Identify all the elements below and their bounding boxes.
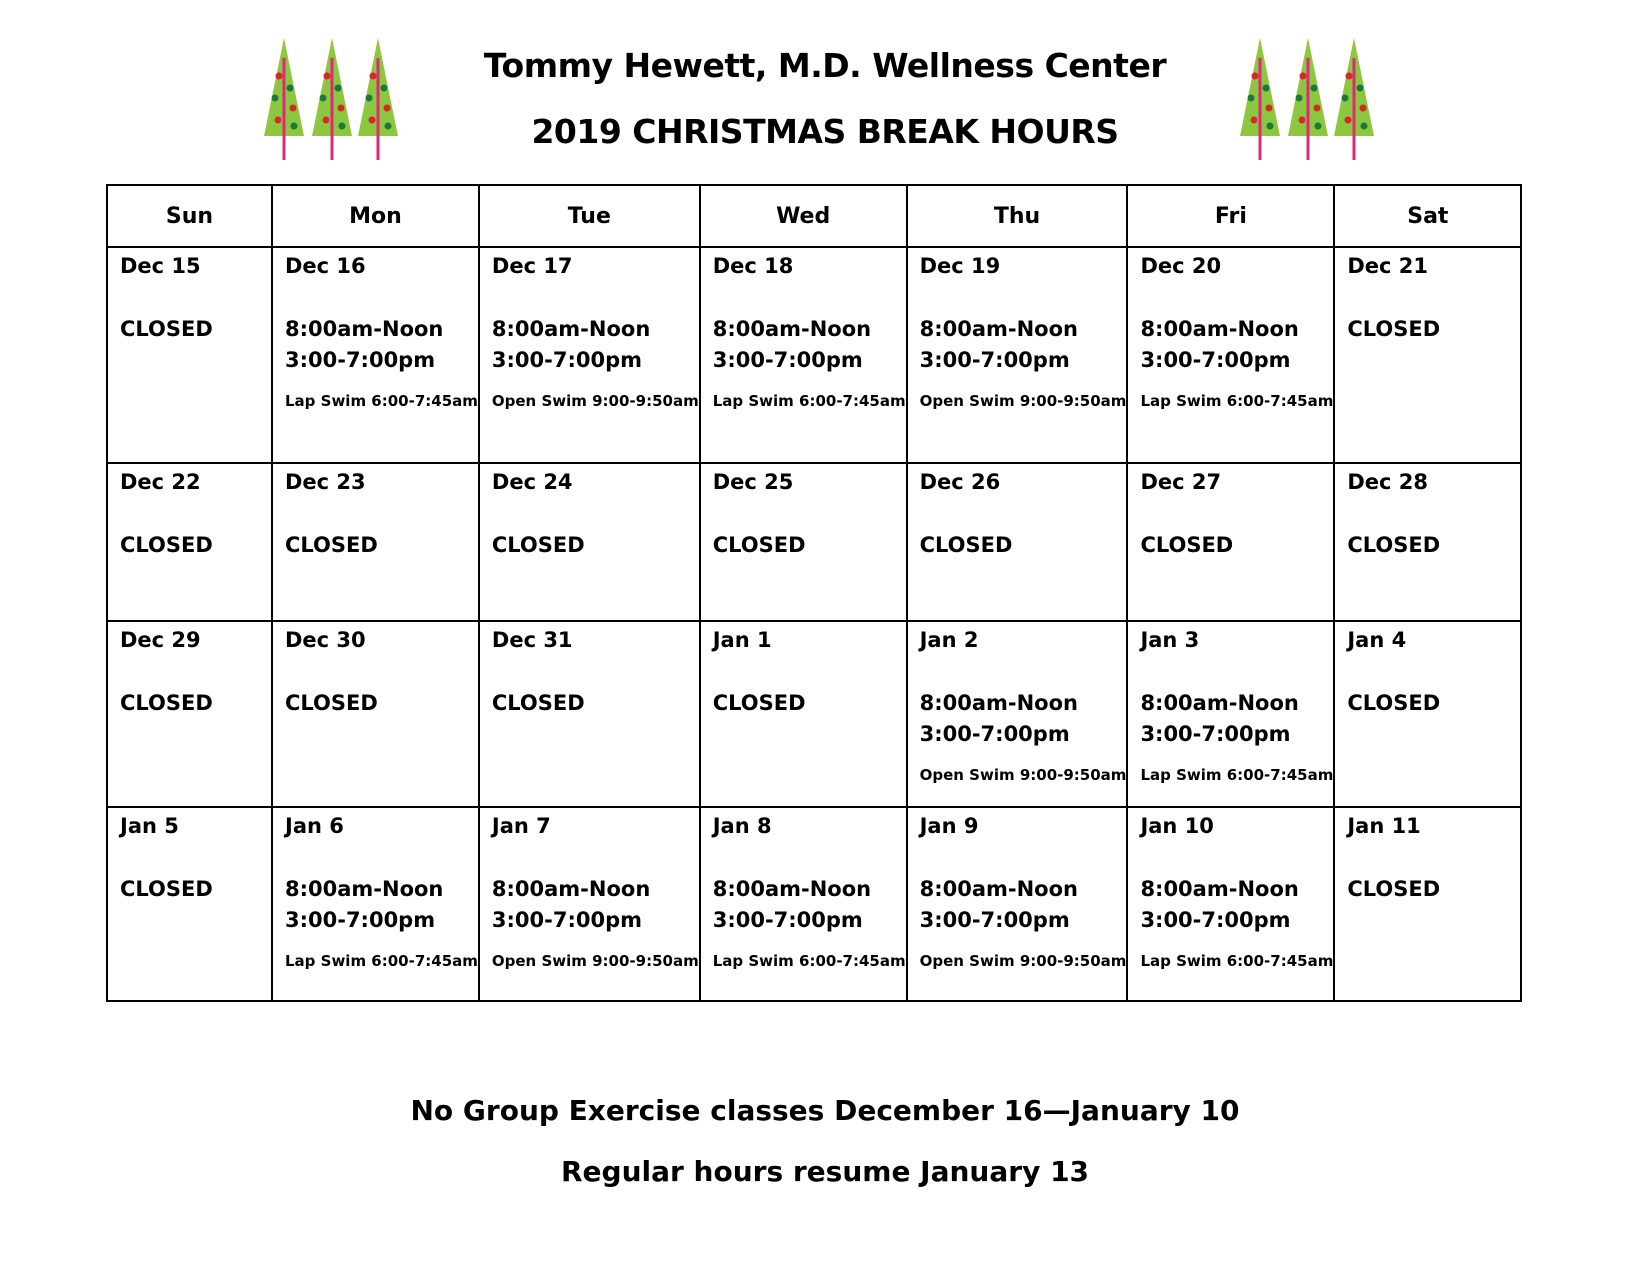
hours-line: 3:00-7:00pm <box>919 348 1070 372</box>
day-date: Dec 22 <box>120 470 201 494</box>
day-date: Dec 31 <box>491 628 573 652</box>
weekday-header: Wed <box>700 185 907 247</box>
hours-line: CLOSED <box>285 533 378 557</box>
hours-line: 8:00am-Noon <box>285 877 444 901</box>
calendar-week-row <box>107 621 1521 807</box>
swim-hours: Open Swim 9:00-9:50am <box>491 952 699 970</box>
calendar-day-cell <box>1127 463 1334 621</box>
hours-line: 8:00am-Noon <box>919 691 1078 715</box>
day-date: Dec 21 <box>1347 254 1428 278</box>
day-date: Dec 17 <box>491 254 573 278</box>
day-date: Jan 5 <box>120 814 179 838</box>
calendar-day-cell <box>907 247 1128 463</box>
hours-line: CLOSED <box>120 317 213 341</box>
day-hours <box>1140 314 1333 376</box>
day-hours <box>920 874 1127 936</box>
weekday-header: Fri <box>1127 185 1334 247</box>
weekday-header: Sat <box>1334 185 1521 247</box>
calendar-day-cell <box>479 621 700 807</box>
regular-hours-note: Regular hours resume January 13 <box>560 1155 1090 1188</box>
group-exercise-note: No Group Exercise classes December 16—January 10 <box>410 1094 1240 1127</box>
day-date: Jan 2 <box>919 628 979 652</box>
hours-line: CLOSED <box>491 691 585 715</box>
hours-line: 8:00am-Noon <box>919 317 1078 341</box>
day-hours <box>120 688 271 719</box>
hours-line: 3:00-7:00pm <box>491 908 642 932</box>
hours-line: 8:00am-Noon <box>1140 877 1299 901</box>
calendar-day-cell <box>272 621 479 807</box>
hours-line: CLOSED <box>1140 533 1234 557</box>
swim-hours: Open Swim 9:00-9:50am <box>491 392 699 410</box>
hours-line: CLOSED <box>712 691 806 715</box>
day-date: Jan 9 <box>919 814 979 838</box>
hours-line: CLOSED <box>285 691 378 715</box>
schedule-calendar <box>106 184 1522 1002</box>
hours-line: 8:00am-Noon <box>712 317 872 341</box>
calendar-week-row <box>107 463 1521 621</box>
day-date: Dec 30 <box>285 628 366 652</box>
hours-line: CLOSED <box>1347 317 1441 341</box>
calendar-day-cell <box>107 807 272 1001</box>
hours-line: CLOSED <box>1347 877 1441 901</box>
calendar-day-cell <box>1334 247 1521 463</box>
calendar-day-cell <box>107 463 272 621</box>
hours-line: CLOSED <box>1347 691 1441 715</box>
hours-line: 8:00am-Noon <box>491 877 651 901</box>
calendar-day-cell <box>700 247 907 463</box>
day-hours <box>492 688 699 719</box>
day-date: Dec 15 <box>120 254 201 278</box>
hours-line: 8:00am-Noon <box>712 877 872 901</box>
calendar-day-cell <box>479 247 700 463</box>
day-hours <box>1347 530 1520 561</box>
christmas-tree-icon <box>264 38 304 160</box>
day-hours <box>920 688 1127 750</box>
hours-line: 8:00am-Noon <box>919 877 1078 901</box>
hours-line: 3:00-7:00pm <box>285 348 436 372</box>
calendar-day-cell <box>1127 807 1334 1001</box>
hours-line: CLOSED <box>1347 533 1441 557</box>
hours-line: 3:00-7:00pm <box>712 348 863 372</box>
day-hours <box>1140 530 1333 561</box>
swim-hours: Lap Swim 6:00-7:45am <box>285 392 478 410</box>
calendar-day-cell <box>272 807 479 1001</box>
day-hours <box>1140 874 1333 936</box>
calendar-day-cell <box>107 621 272 807</box>
day-hours <box>492 314 699 376</box>
swim-hours: Lap Swim 6:00-7:45am <box>1140 952 1334 970</box>
hours-line: 8:00am-Noon <box>1140 691 1299 715</box>
day-hours <box>285 314 478 376</box>
day-date: Jan 11 <box>1347 814 1421 838</box>
hours-line: 3:00-7:00pm <box>1140 722 1291 746</box>
day-date: Dec 20 <box>1140 254 1222 278</box>
day-hours <box>285 688 478 719</box>
hours-line: CLOSED <box>919 533 1013 557</box>
day-date: Dec 26 <box>919 470 1001 494</box>
day-date: Jan 7 <box>491 814 551 838</box>
hours-line: 8:00am-Noon <box>1140 317 1299 341</box>
christmas-tree-icon <box>358 38 398 160</box>
weekday-header: Tue <box>479 185 700 247</box>
calendar-day-cell <box>907 621 1128 807</box>
calendar-day-cell <box>1334 463 1521 621</box>
hours-line: 3:00-7:00pm <box>491 348 642 372</box>
day-hours <box>1347 688 1520 719</box>
hours-line: 8:00am-Noon <box>491 317 651 341</box>
page-title: Tommy Hewett, M.D. Wellness Center <box>483 46 1167 85</box>
day-date: Dec 27 <box>1140 470 1222 494</box>
day-hours <box>713 530 906 561</box>
hours-line: CLOSED <box>120 877 213 901</box>
day-hours <box>120 314 271 345</box>
hours-line: 3:00-7:00pm <box>712 908 863 932</box>
weekday-header: Mon <box>272 185 479 247</box>
christmas-trees-right <box>1238 36 1378 166</box>
calendar-day-cell <box>1334 621 1521 807</box>
page-subtitle: 2019 CHRISTMAS BREAK HOURS <box>531 112 1119 151</box>
day-hours <box>492 530 699 561</box>
hours-line: CLOSED <box>120 691 213 715</box>
day-date: Dec 25 <box>712 470 794 494</box>
calendar-day-cell <box>907 463 1128 621</box>
calendar-week-row <box>107 807 1521 1001</box>
calendar-day-cell <box>1334 807 1521 1001</box>
swim-hours: Lap Swim 6:00-7:45am <box>1140 766 1334 784</box>
day-hours <box>1347 314 1520 345</box>
day-date: Jan 1 <box>712 628 772 652</box>
day-date: Dec 18 <box>712 254 794 278</box>
calendar-day-cell <box>107 247 272 463</box>
hours-line: 3:00-7:00pm <box>1140 908 1291 932</box>
hours-line: 3:00-7:00pm <box>919 908 1070 932</box>
hours-line: CLOSED <box>120 533 213 557</box>
day-hours <box>713 314 906 376</box>
weekday-header: Thu <box>907 185 1128 247</box>
day-date: Jan 6 <box>285 814 344 838</box>
swim-hours: Lap Swim 6:00-7:45am <box>712 952 906 970</box>
calendar-day-cell <box>1127 247 1334 463</box>
day-hours <box>920 314 1127 376</box>
calendar-week-row <box>107 247 1521 463</box>
day-hours <box>1140 688 1333 750</box>
swim-hours: Lap Swim 6:00-7:45am <box>1140 392 1334 410</box>
day-hours <box>285 874 478 936</box>
calendar-day-cell <box>479 807 700 1001</box>
day-date: Dec 16 <box>285 254 366 278</box>
christmas-tree-icon <box>1334 38 1374 160</box>
calendar-day-cell <box>907 807 1128 1001</box>
day-date: Jan 4 <box>1347 628 1407 652</box>
hours-line: CLOSED <box>712 533 806 557</box>
swim-hours: Open Swim 9:00-9:50am <box>919 952 1127 970</box>
hours-line: 3:00-7:00pm <box>919 722 1070 746</box>
christmas-tree-icon <box>1240 38 1280 160</box>
calendar-day-cell <box>700 807 907 1001</box>
calendar-day-cell <box>272 463 479 621</box>
hours-line: CLOSED <box>491 533 585 557</box>
day-hours <box>920 530 1127 561</box>
day-date: Jan 8 <box>712 814 772 838</box>
day-date: Jan 3 <box>1140 628 1200 652</box>
day-date: Dec 23 <box>285 470 366 494</box>
day-hours <box>120 530 271 561</box>
calendar-day-cell <box>700 621 907 807</box>
calendar-day-cell <box>479 463 700 621</box>
day-hours <box>1347 874 1520 905</box>
swim-hours: Open Swim 9:00-9:50am <box>919 766 1127 784</box>
day-date: Jan 10 <box>1140 814 1214 838</box>
swim-hours: Lap Swim 6:00-7:45am <box>712 392 906 410</box>
calendar-day-cell <box>700 463 907 621</box>
hours-line: 3:00-7:00pm <box>1140 348 1291 372</box>
day-hours <box>285 530 478 561</box>
day-date: Dec 24 <box>491 470 573 494</box>
day-hours <box>492 874 699 936</box>
christmas-tree-icon <box>312 38 352 160</box>
weekday-header: Sun <box>107 185 272 247</box>
day-hours <box>713 874 906 936</box>
day-date: Dec 28 <box>1347 470 1428 494</box>
weekday-header-row <box>107 185 1521 247</box>
christmas-tree-icon <box>1288 38 1328 160</box>
hours-line: 8:00am-Noon <box>285 317 444 341</box>
calendar-day-cell <box>272 247 479 463</box>
calendar-day-cell <box>1127 621 1334 807</box>
christmas-trees-left <box>262 36 402 166</box>
hours-line: 3:00-7:00pm <box>285 908 436 932</box>
swim-hours: Open Swim 9:00-9:50am <box>919 392 1127 410</box>
day-date: Dec 29 <box>120 628 201 652</box>
day-date: Dec 19 <box>919 254 1001 278</box>
day-hours <box>120 874 271 905</box>
swim-hours: Lap Swim 6:00-7:45am <box>285 952 478 970</box>
day-hours <box>713 688 906 719</box>
